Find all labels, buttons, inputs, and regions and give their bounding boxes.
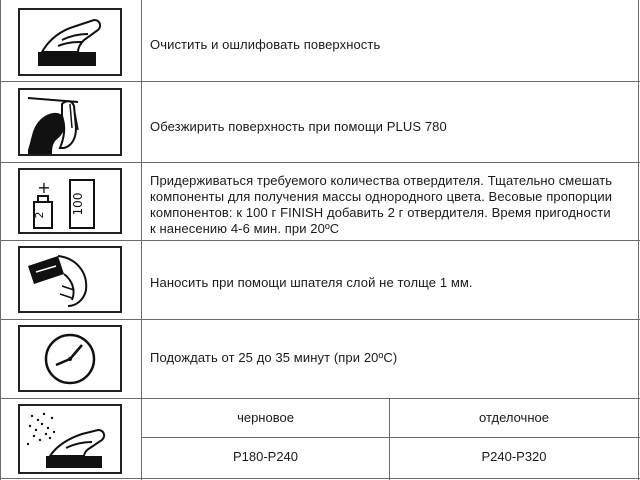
row-divider-1 [0,81,640,82]
step-apply-text: Наносить при помощи шпателя слой не толще 1 мм. [150,275,473,290]
step-degrease-text: Обезжирить поверхность при помощи PLUS 780 [150,119,447,134]
row-divider-4 [0,319,640,320]
filler-amount-label: 100 [71,192,85,216]
clock-icon [18,325,122,392]
hardener-amount-label: 2 [33,211,46,219]
row-divider-5 [0,398,640,399]
row-divider-3 [0,240,640,241]
grit-header-finish: отделочное [479,410,549,425]
grit-value-finish: P240-P320 [481,449,547,464]
row-divider-2 [0,162,640,163]
spatula-icon [18,246,122,313]
sanding-dust-icon [18,404,122,474]
step-clean-text: Очистить и ошлифовать поверхность [150,37,381,52]
grit-header-divider [141,437,640,438]
degreasing-hand-icon [18,88,122,156]
step-hardener-text: Придерживаться требуемого количества отвердителя. Тщательно смешать компоненты для получения массы однородного цвета. Весовые пропорции компонентов: к 100 г FINISH добавить 2 г отвердителя. Время пригодности к нанесению 4-6 мин. при 20ºC [150,173,613,236]
hardener-ratio-icon [18,168,122,234]
sanding-hand-icon [18,8,122,76]
plus-sign-label: + [37,178,51,197]
bottom-border [0,478,640,479]
step-wait-text: Подождать от 25 до 35 минут (при 20ºC) [150,350,398,365]
grit-value-rough: P180-P240 [232,449,299,464]
grit-header-rough: черновое [237,410,294,425]
